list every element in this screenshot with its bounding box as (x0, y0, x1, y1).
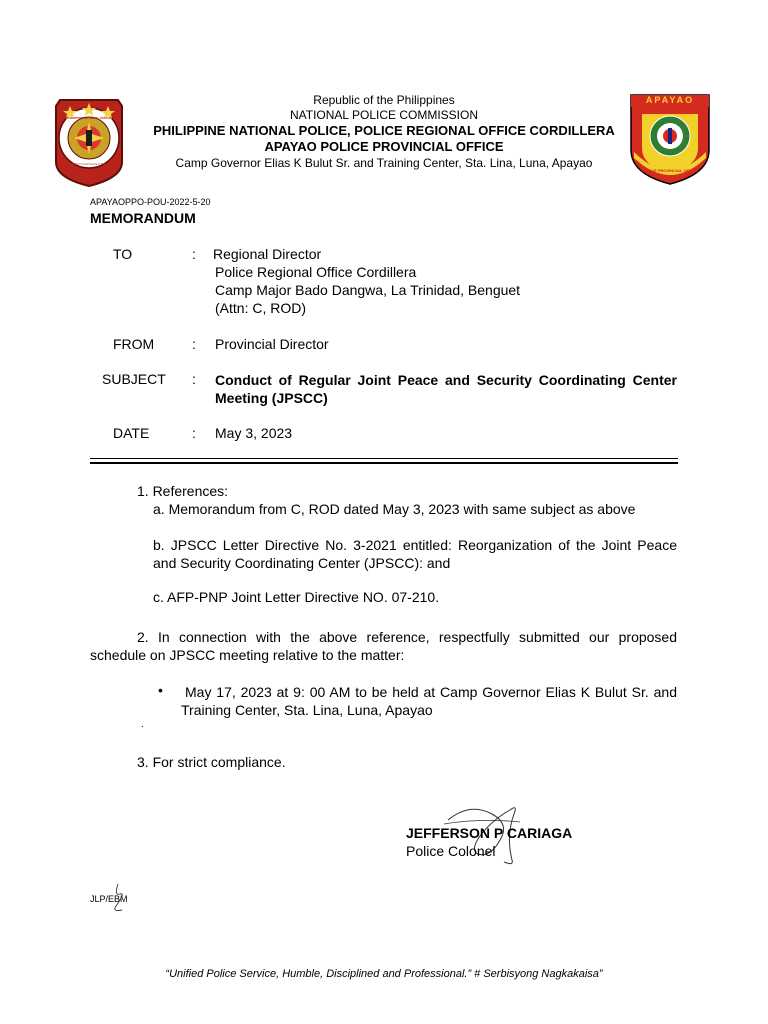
header-divider-thin (90, 458, 678, 459)
header-pnp-pro: PHILIPPINE NATIONAL POLICE, POLICE REGIONAL OFFICE CORDILLERA (153, 123, 615, 138)
paragraph-1-references: 1. References: (137, 483, 229, 499)
header-apayao-ppo: APAYAO POLICE PROVINCIAL OFFICE (264, 139, 504, 154)
initials: JLP/EBM (90, 894, 128, 904)
from-label: FROM (113, 336, 155, 352)
apayao-seal-bottom-text: POLICE PROVINCIAL OFFICE (641, 168, 699, 173)
subject-label: SUBJECT (102, 371, 166, 387)
paragraph-3: 3. For strict compliance. (137, 754, 286, 770)
signatory-title: Police Colonel (406, 843, 496, 859)
to-line-2: Police Regional Office Cordillera (215, 264, 417, 280)
header-divider-thick (90, 462, 678, 464)
header-address: Camp Governor Elias K Bulut Sr. and Training Center, Sta. Lina, Luna, Apayao (175, 156, 593, 170)
bullet-dot: • (158, 682, 163, 698)
from-colon: : (192, 336, 196, 352)
date-colon: : (192, 425, 196, 441)
footer-motto: “Unified Police Service, Humble, Disciplined and Professional.” # Serbisyong Nagkakaisa” (165, 968, 603, 980)
schedule-bullet: May 17, 2023 at 9: 00 AM to be held at Camp Governor Elias K Bulut Sr. and Training Center, Sta. Lina, Luna, Apayao (181, 684, 677, 718)
reference-code: APAYAOPPO-POU-2022-5-20 (90, 197, 211, 207)
signatory-name: JEFFERSON P CARIAGA (406, 825, 573, 841)
subject-colon: : (192, 371, 196, 387)
from-value: Provincial Director (215, 336, 329, 352)
header-republic: Republic of the Philippines (313, 93, 455, 107)
initials-scribble (104, 882, 130, 914)
memorandum-heading: MEMORANDUM (90, 210, 196, 226)
date-label: DATE (113, 425, 150, 441)
reference-a: a. Memorandum from C, ROD dated May 3, 2023 with same subject as above (153, 501, 636, 517)
to-line-3: Camp Major Bado Dangwa, La Trinidad, Benguet (215, 282, 521, 298)
pnp-seal-ring-text: PHILIPPINE NATIONAL POLICE (66, 116, 112, 120)
pnp-seal-bottom-text: SERBISYO KAYA KALUTASAN (67, 162, 110, 166)
to-line-4: (Attn: C, ROD) (215, 300, 307, 316)
date-value: May 3, 2023 (215, 425, 293, 441)
paragraph-2: 2. In connection with the above reference, respectfully submitted our proposed schedule on JPSCC meeting relative to the matter: (90, 629, 677, 663)
to-line-1: Regional Director (213, 246, 322, 262)
subject-value: Conduct of Regular Joint Peace and Security Coordinating Center Meeting (JPSCC) (215, 372, 677, 406)
reference-b: b. JPSCC Letter Directive No. 3-2021 entitled: Reorganization of the Joint Peace and Security Coordinating Center (JPSCC): and (153, 537, 677, 571)
reference-c: c. AFP-PNP Joint Letter Directive NO. 07-210. (153, 589, 440, 605)
to-label: TO (113, 246, 133, 262)
header-napolcom: NATIONAL POLICE COMMISSION (289, 108, 479, 122)
apayao-seal-top-text: APAYAO (645, 95, 695, 105)
to-colon: : (192, 246, 196, 262)
stray-dot: . (141, 719, 144, 730)
